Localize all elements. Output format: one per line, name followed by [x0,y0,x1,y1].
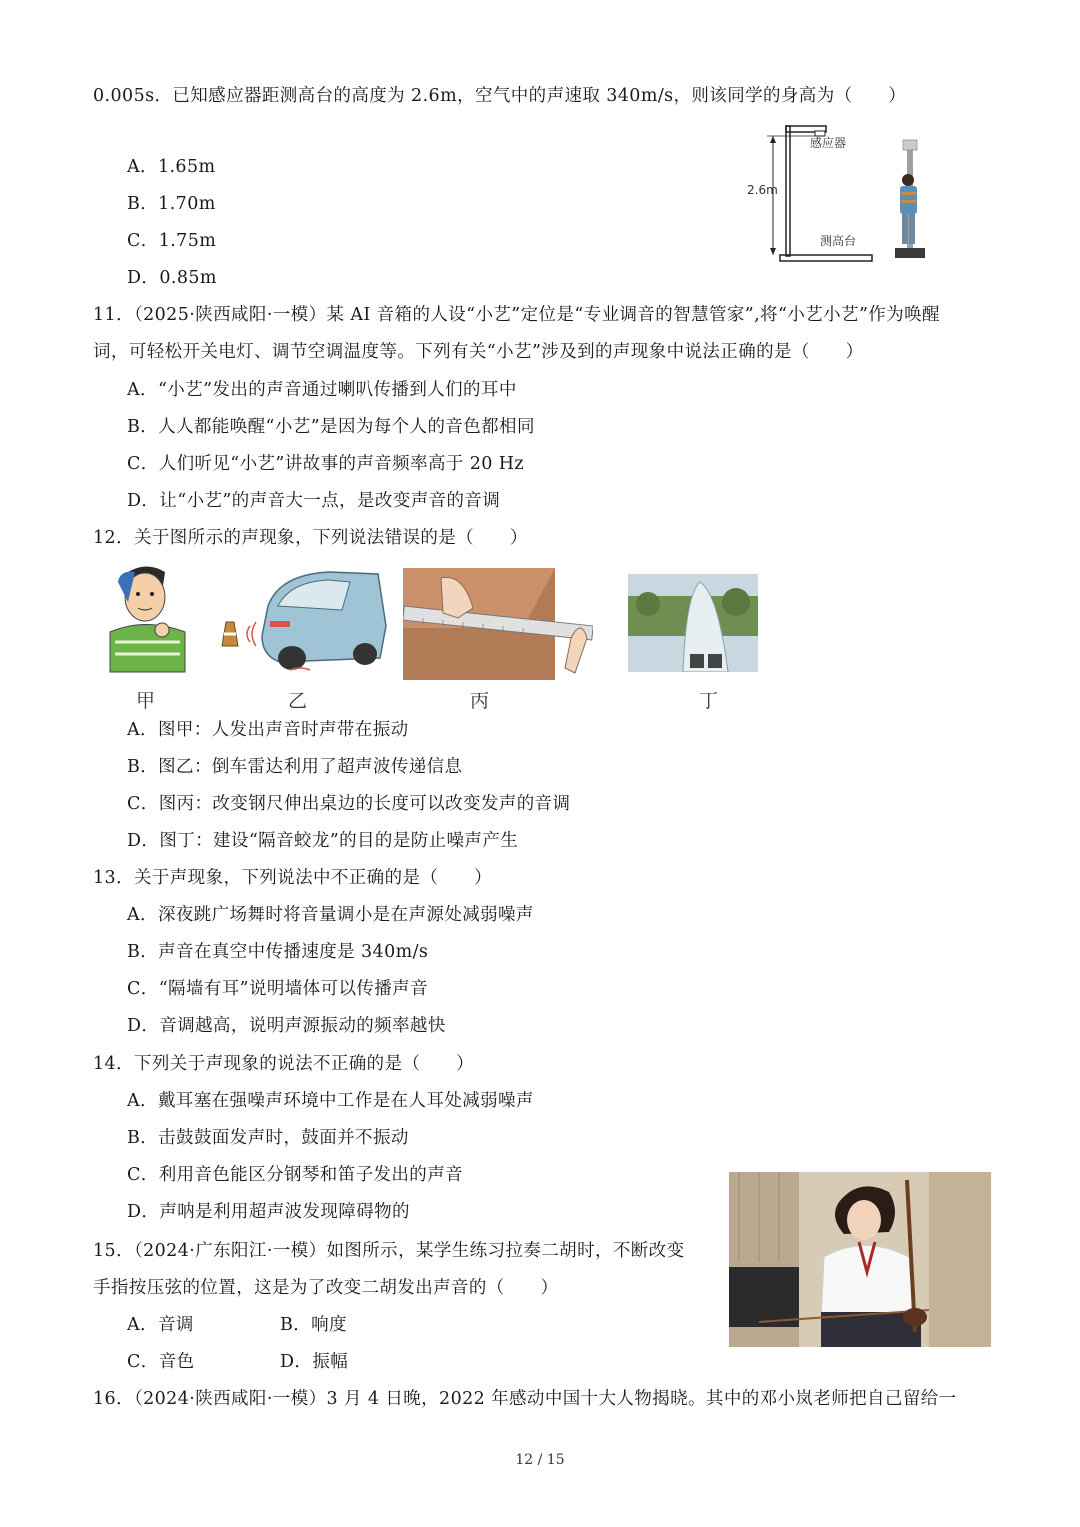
q12-figure-jia-person [100,562,195,687]
q13-option-d: D．音调越高，说明声源振动的频率越快 [127,1016,446,1036]
q12-label-bing: 丙 [470,690,490,712]
q10-option-b: B．1.70m [127,194,216,214]
q15-option-a: A．音调 [127,1315,194,1335]
q11-stem-line1: 11．（2025·陕西咸阳·一模）某 AI 音箱的人设“小艺”定位是“专业调音的智慧管家”,将“小艺小艺”作为唤醒 [93,305,940,325]
q11-option-c: C．人们听见“小艺”讲故事的声音频率高于 20 Hz [127,454,525,474]
q12-label-ding: 丁 [699,690,719,712]
q12-option-b: B．图乙：倒车雷达利用了超声波传递信息 [127,757,463,777]
q12-figure-ding-sound-barrier [628,574,758,672]
q12-option-c: C．图丙：改变钢尺伸出桌边的长度可以改变发声的音调 [127,794,571,814]
q12-figure-bing-ruler [403,568,593,680]
q12-option-d: D．图丁：建设“隔音蛟龙”的目的是防止噪声产生 [127,831,519,851]
q10-option-a: A．1.65m [127,157,216,177]
q14-stem: 14．下列关于声现象的说法不正确的是（ ） [93,1054,475,1074]
q16-stem-line1: 16．（2024·陕西咸阳·一模）3 月 4 日晚，2022 年感动中国十大人物揭晓。其中的邓小岚老师把自己留给一 [93,1389,957,1409]
q10-sensor-label: 感应器 [810,136,847,150]
q10-option-d: D．0.85m [127,268,217,288]
q15-option-c: C．音色 [127,1352,195,1372]
q12-stem: 12．关于图所示的声现象，下列说法错误的是（ ） [93,528,528,548]
q10-option-c: C．1.75m [127,231,217,251]
page-number: 12 / 15 [515,1452,565,1468]
q14-option-b: B．击鼓鼓面发声时，鼓面并不振动 [127,1128,409,1148]
q10-platform-label: 测高台 [820,234,857,248]
q14-option-a: A．戴耳塞在强噪声环境中工作是在人耳处减弱噪声 [127,1091,534,1111]
q13-option-b: B．声音在真空中传播速度是 340m/s [127,942,429,962]
q15-stem-line2: 手指按压弦的位置，这是为了改变二胡发出声音的（ ） [93,1278,559,1298]
q15-option-b: B．响度 [280,1315,347,1335]
q14-option-c: C．利用音色能区分钢琴和笛子发出的声音 [127,1165,463,1185]
q15-stem-line1: 15．（2024·广东阳江·一模）如图所示，某学生练习拉奏二胡时，不断改变 [93,1241,685,1261]
q13-option-a: A．深夜跳广场舞时将音量调小是在声源处减弱噪声 [127,905,534,925]
q13-stem: 13．关于声现象，下列说法中不正确的是（ ） [93,868,492,888]
q11-option-b: B．人人都能唤醒“小艺”是因为每个人的音色都相同 [127,417,535,437]
q12-label-jia: 甲 [136,690,156,712]
q13-option-c: C．“隔墙有耳”说明墙体可以传播声音 [127,979,428,999]
q15-option-d: D．振幅 [280,1352,349,1372]
q11-option-d: D．让“小艺”的声音大一点，是改变声音的音调 [127,491,501,511]
q10-stem-tail: 0.005s．已知感应器距测高台的高度为 2.6m，空气中的声速取 340m/s，则该同学的身高为（ ） [93,86,907,106]
q11-option-a: A．“小艺”发出的声音通过喇叭传播到人们的耳中 [127,380,517,400]
q14-option-d: D．声呐是利用超声波发现障碍物的 [127,1202,410,1222]
q11-stem-line2: 词，可轻松开关电灯、调节空调温度等。下列有关“小艺”涉及到的声现象中说法正确的是（ ） [93,342,864,362]
q12-label-yi: 乙 [288,690,308,712]
q12-option-a: A．图甲：人发出声音时声带在振动 [127,720,409,740]
q10-height-label: 2.6m [747,183,778,197]
q12-figure-yi-car [210,566,390,676]
q15-erhu-student-photo [729,1172,991,1347]
